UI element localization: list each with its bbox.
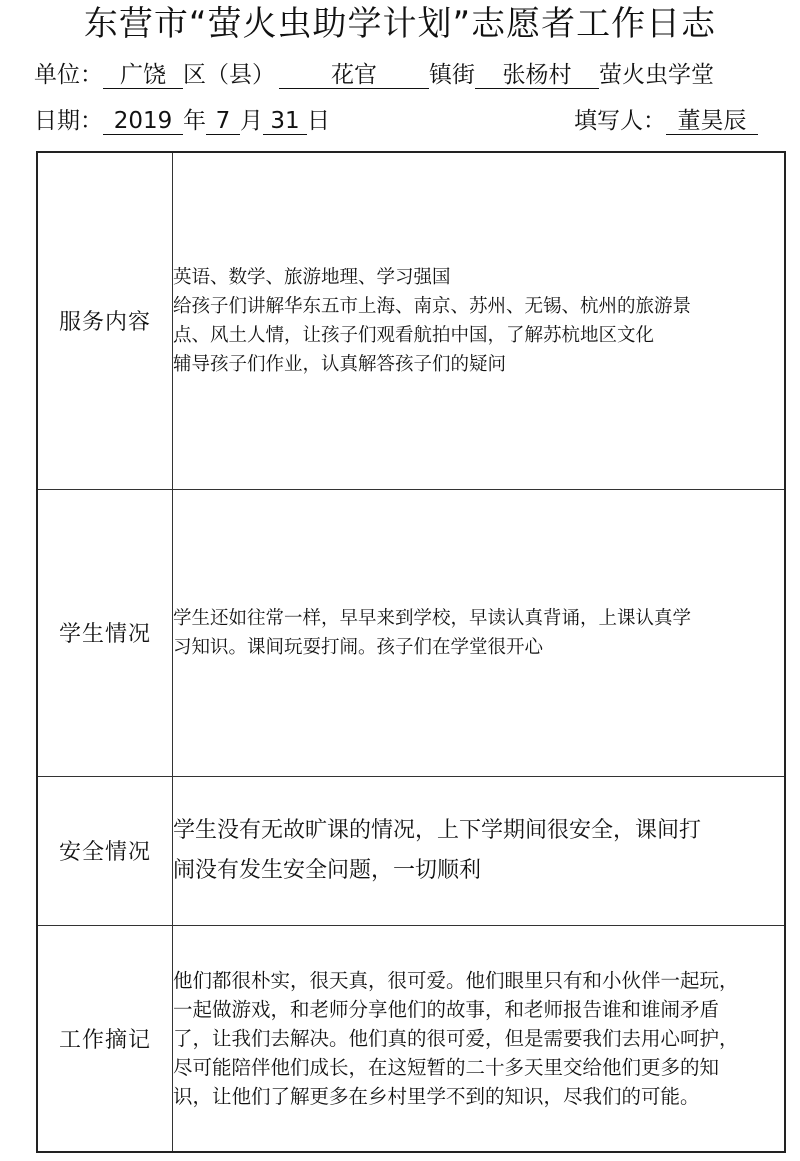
content-line: 识，让他们了解更多在乡村里学不到的知识，尽我们的可能。 [173,1084,700,1108]
row-content [173,925,786,1152]
table-row [37,925,785,1152]
work-log-table [36,151,786,1153]
content-line: 他们都很朴实，很天真，很可爱。他们眼里只有和小伙伴一起玩， [173,968,739,992]
writer-group [574,106,758,136]
unit-label: 单位： [34,62,103,88]
town-suffix: 镇街 [429,62,475,88]
table-row [37,489,785,776]
month-field: 7 [206,108,240,135]
content-line: 辅导孩子们作业，认真解答孩子们的疑问 [173,353,507,375]
document-title: 东营市“萤火虫助学计划”志愿者工作日志 [83,4,717,44]
content-line: 了，让我们去解决。他们真的很可爱，但是需要我们去用心呵护， [173,1026,739,1050]
content-line: 英语、数学、旅游地理、学习强国 [173,266,451,288]
day-suffix: 日 [307,108,330,134]
date-label: 日期： [34,108,103,134]
row-content [173,152,786,489]
month-suffix: 月 [240,108,263,134]
content-line: 点、风土人情，让孩子们观看航拍中国，了解苏杭地区文化 [173,324,655,346]
county-field: 广饶 [103,62,183,89]
row-label: 服务内容 [37,152,173,489]
content-line: 习知识。课间玩耍打闹。孩子们在学堂很开心 [173,636,544,658]
table-row [37,776,785,925]
year-field: 2019 [103,108,183,135]
content-line: 学生还如往常一样，早早来到学校，早读认真背诵，上课认真学 [173,607,692,629]
content-line: 学生没有无故旷课的情况，上下学期间很安全，课间打 [173,817,702,843]
table-row [37,152,785,489]
content-line: 闹没有发生安全问题，一切顺利 [173,857,482,883]
unit-line [34,60,782,90]
town-field: 花官 [279,62,429,89]
content-line: 尽可能陪伴他们成长，在这短暂的二十多天里交给他们更多的知 [173,1055,720,1079]
writer-label: 填写人： [574,108,666,134]
content-line: 一起做游戏，和老师分享他们的故事，和老师报告谁和谁闹矛盾 [173,997,720,1021]
writer-field: 董昊辰 [666,108,758,135]
row-content [173,489,786,776]
date-line [34,106,782,136]
row-label: 安全情况 [37,776,173,925]
row-label: 工作摘记 [37,925,173,1152]
year-suffix: 年 [183,108,206,134]
village-field: 张杨村 [475,62,599,89]
content-line: 给孩子们讲解华东五市上海、南京、苏州、无锡、杭州的旅游景 [173,295,692,317]
row-label: 学生情况 [37,489,173,776]
school-name: 萤火虫学堂 [599,62,714,88]
county-suffix: 区（县） [183,62,275,88]
day-field: 31 [263,108,307,135]
row-content [173,776,786,925]
